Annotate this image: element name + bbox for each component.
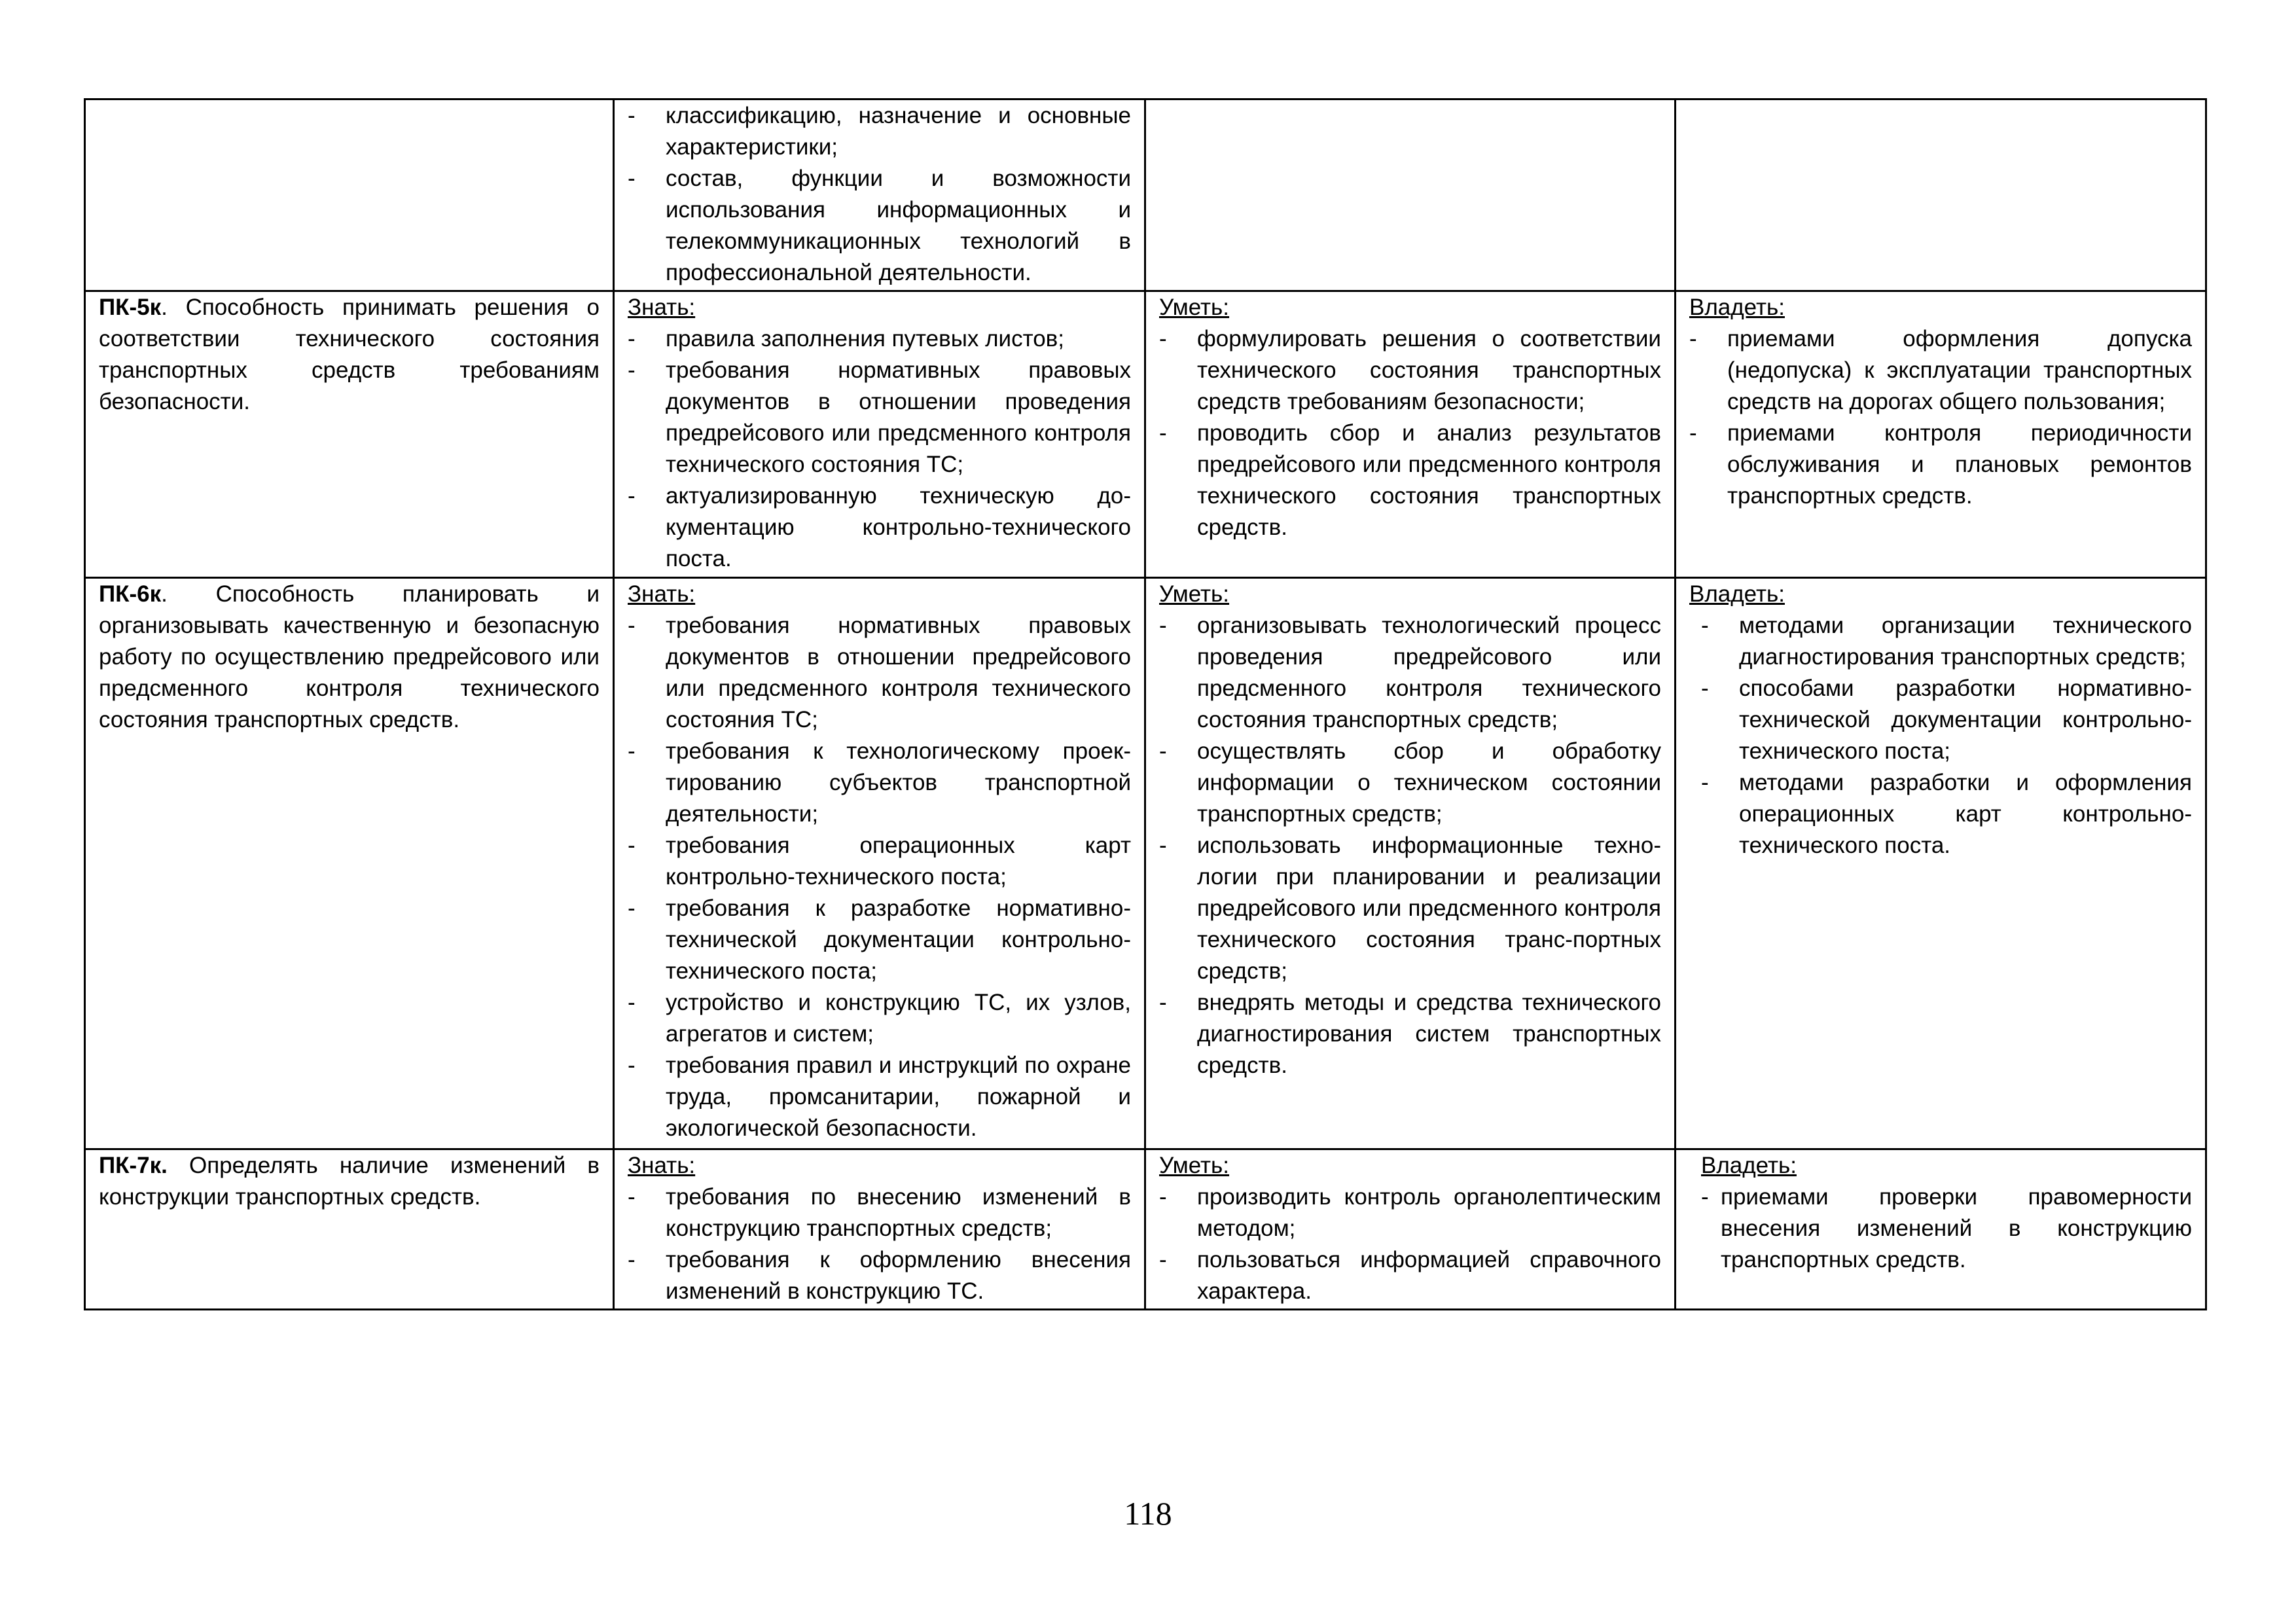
master-header: Владеть: (1689, 295, 1785, 320)
know-cell (614, 99, 1145, 291)
list-item: - требования к технологическому проек-тированию субъектов транспортной деятельности; (628, 736, 1131, 830)
list-item: - методами разработки и оформления операционных карт контрольно-технического поста. (1701, 767, 2192, 861)
list-item: - классификацию, назначение и основные характеристики; (628, 100, 1131, 163)
table-row (85, 291, 2206, 578)
list-item: - требования нормативных правовых документов в отношении проведения предрейсового или предсменного контроля технического состояния ТС; (628, 355, 1131, 480)
list-item: - методами организации технического диагностирования транспортных средств; (1701, 610, 2192, 673)
know-cell (614, 291, 1145, 578)
list-item: - приемами оформления допуска (недопуска) к эксплуатации транспортных средств на дорогах общего пользования; (1689, 323, 2192, 418)
able-cell (1145, 1149, 1676, 1310)
list-item: - формулировать решения о соответствии технического состояния транспортных средств требованиям безопасности; (1159, 323, 1661, 418)
page-number: 118 (1124, 1495, 1172, 1532)
list-item: - требования по внесению изменений в конструкцию транспортных средств; (628, 1182, 1131, 1244)
able-cell (1145, 291, 1676, 578)
list-item: - организовывать технологический процесс проведения предрейсового или предсменного контроля технического состояния транспортных средств; (1159, 610, 1661, 736)
list-item: - устройство и конструкцию ТС, их узлов, агрегатов и систем; (628, 987, 1131, 1050)
able-header: Уметь: (1159, 1153, 1230, 1178)
list-item: - внедрять методы и средства технического диагностирования систем транспортных средств. (1159, 987, 1661, 1081)
competency-description: Определять наличие изменений в конструкции транспортных средств. (99, 1153, 600, 1210)
competency-description: . Способность принимать решения о соответствии технического состояния транспортных средств требованиям безопасности. (99, 295, 600, 414)
list-item: - производить контроль органолептическим методом; (1159, 1182, 1661, 1244)
master-list (1701, 1182, 2192, 1276)
competency-code: ПК-5к (99, 295, 162, 320)
able-cell (1145, 578, 1676, 1149)
competency-cell (85, 578, 614, 1149)
master-cell (1676, 99, 2206, 291)
competency-cell (85, 291, 614, 578)
able-list (1159, 1182, 1661, 1307)
competency-code: ПК-6к (99, 581, 162, 607)
know-header: Знать: (628, 1153, 696, 1178)
competency-code: ПК-7к. (99, 1153, 168, 1178)
list-item: - пользоваться информацией справочного характера. (1159, 1244, 1661, 1307)
know-list (628, 1182, 1131, 1307)
list-item: - проводить сбор и анализ результатов предрейсового или предсменного контроля технического состояния транспортных средств. (1159, 418, 1661, 543)
list-item: - правила заполнения путевых листов; (628, 323, 1131, 355)
know-cell (614, 1149, 1145, 1310)
master-cell (1676, 1149, 2206, 1310)
list-item: - требования к разработке нормативно-технической документации контрольно-технического поста; (628, 893, 1131, 987)
table-row (85, 1149, 2206, 1310)
able-header: Уметь: (1159, 581, 1230, 607)
know-list (628, 100, 1131, 289)
competency-description: . Способность планировать и организовывать качественную и безопасную работу по осуществлению предрейсового или предсменного контроля технического состояния транспортных средств. (99, 581, 600, 732)
know-cell (614, 578, 1145, 1149)
list-item: - осуществлять сбор и обработку информации о техническом состоянии транспортных средств; (1159, 736, 1661, 830)
list-item: - приемами проверки правомерности внесения изменений в конструкцию транспортных средств. (1701, 1182, 2192, 1276)
list-item: - состав, функции и возможности использования информационных и телекоммуникационных технологий в профессиональной деятельности. (628, 163, 1131, 289)
able-list (1159, 323, 1661, 543)
list-item: - требования нормативных правовых документов в отношении предрейсового или предсменного контроля технического состояния ТС; (628, 610, 1131, 736)
know-list (628, 323, 1131, 575)
able-list (1159, 610, 1661, 1081)
master-cell (1676, 291, 2206, 578)
master-list (1689, 610, 2192, 861)
list-item: - способами разработки нормативно-технической документации контрольно-технического поста; (1701, 673, 2192, 767)
master-header: Владеть: (1689, 581, 1785, 607)
list-item: - актуализированную техническую до-кументацию контрольно-технического поста. (628, 480, 1131, 575)
know-list (628, 610, 1131, 1144)
able-header: Уметь: (1159, 295, 1230, 320)
list-item: - требования операционных карт контрольно-технического поста; (628, 830, 1131, 893)
list-item: - приемами контроля периодичности обслуживания и плановых ремонтов транспортных средств. (1689, 418, 2192, 512)
competency-cell (85, 99, 614, 291)
list-item: - требования правил и инструкций по охране труда, промсанитарии, пожарной и экологической безопасности. (628, 1050, 1131, 1144)
table-row (85, 578, 2206, 1149)
master-header: Владеть: (1701, 1153, 1797, 1178)
master-cell (1676, 578, 2206, 1149)
master-list (1689, 323, 2192, 512)
table-row (85, 99, 2206, 291)
competencies-table (84, 98, 2207, 1310)
able-cell (1145, 99, 1676, 291)
know-header: Знать: (628, 581, 696, 607)
list-item: - требования к оформлению внесения изменений в конструкцию ТС. (628, 1244, 1131, 1307)
competency-cell (85, 1149, 614, 1310)
list-item: - использовать информационные техно-логии при планировании и реализации предрейсового или предсменного контроля технического состояния транс-портных средств; (1159, 830, 1661, 987)
know-header: Знать: (628, 295, 696, 320)
